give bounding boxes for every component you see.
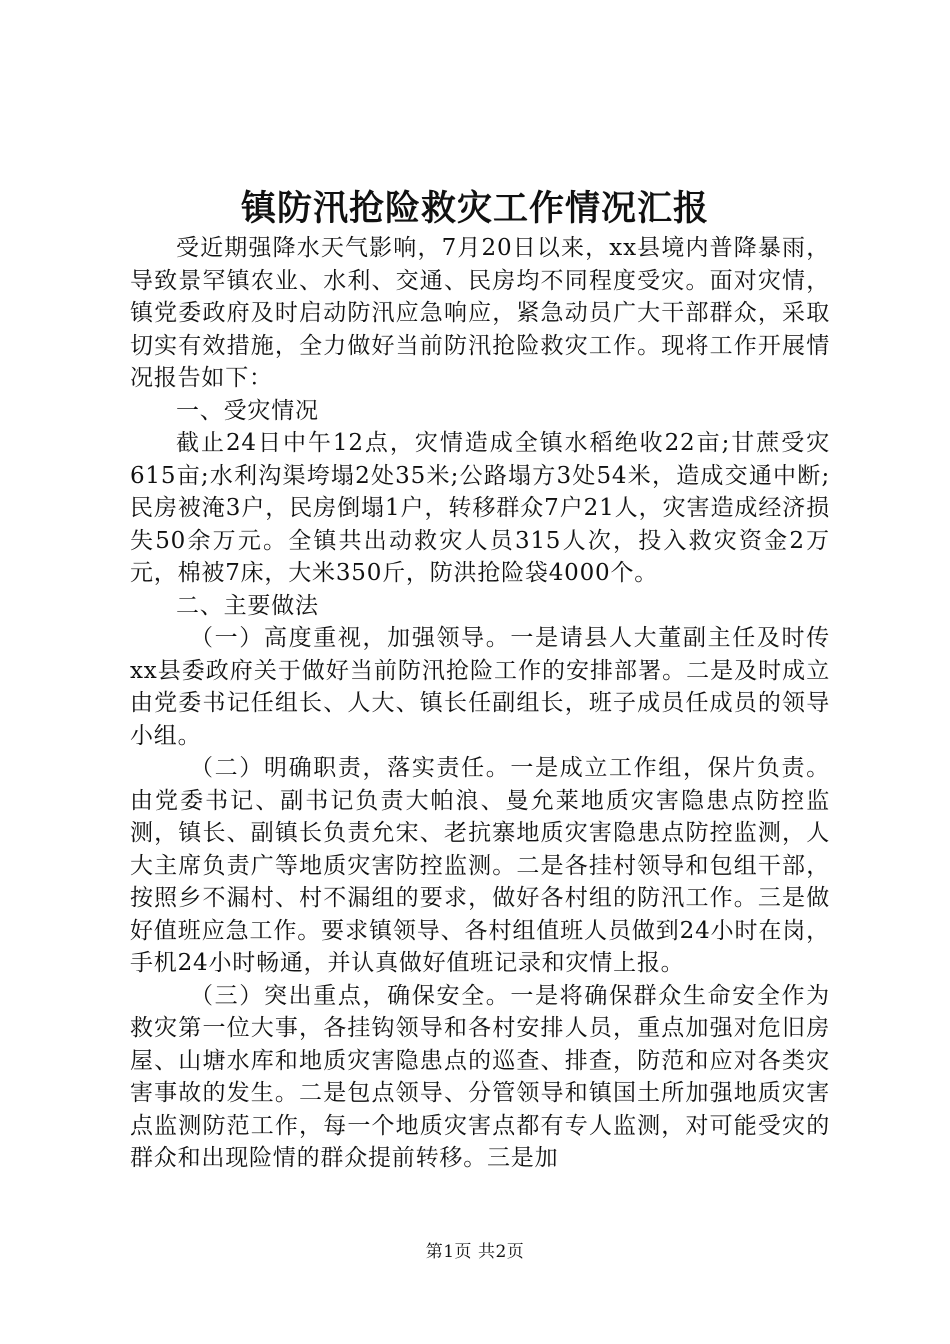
document-title: 镇防汛抢险救灾工作情况汇报 (240, 188, 709, 229)
measure-paragraph-1: （一）高度重视，加强领导。一是请县人大董副主任及时传xx县委政府关于做好当前防汛抢险工作的安排部署。二是及时成立由党委书记任组长、人大、镇长任副组长，班子成员任成员的领导小组。 (130, 625, 830, 749)
intro-paragraph: 受近期强降水天气影响，7月20日以来，xx县境内普降暴雨，导致景罕镇农业、水利、交通、民房均不同程度受灾。面对灾情，镇党委政府及时启动防汛应急响应，紧急动员广大干部群众，采取切实有效措施，全力做好当前防汛抢险救灾工作。现将工作开展情况报告如下： (130, 235, 830, 391)
disaster-paragraph: 截止24日中午12点，灾情造成全镇水稻绝收22亩;甘蔗受灾615亩;水利沟渠垮塌2处35米;公路塌方3处54米，造成交通中断;民房被淹3户，民房倒塌1户，转移群众7户21人，灾害造成经济损失50余万元。全镇共出动救灾人员315人次，投入救灾资金2万元，棉被7床，大米350斤，防洪抢险袋4000个。 (130, 430, 830, 586)
measure-paragraph-3: （三）突出重点，确保安全。一是将确保群众生命安全作为救灾第一位大事，各挂钩领导和各村安排人员，重点加强对危旧房屋、山塘水库和地质灾害隐患点的巡查、排查，防范和应对各类灾害事故的发生。二是包点领导、分管领导和镇国土所加强地质灾害点监测防范工作，每一个地质灾害点都有专人监测，对可能受灾的群众和出现险情的群众提前转移。三是加 (130, 982, 830, 1171)
section-heading-disaster: 一、受灾情况 (176, 397, 319, 424)
section-heading-measures: 二、主要做法 (176, 592, 319, 619)
document-body (130, 232, 830, 1175)
page-number-footer: 第1页 共2页 (425, 1242, 525, 1262)
measure-paragraph-2: （二）明确职责，落实责任。一是成立工作组，保片负责。由党委书记、副书记负责大帕浪、曼允莱地质灾害隐患点防控监测，镇长、副镇长负责允宋、老抗寨地质灾害隐患点防控监测，人大主席负责广等地质灾害防控监测。二是各挂村领导和包组干部，按照乡不漏村、村不漏组的要求，做好各村组的防汛工作。三是做好值班应急工作。要求镇领导、各村组值班人员做到24小时在岗，手机24小时畅通，并认真做好值班记录和灾情上报。 (130, 755, 830, 976)
